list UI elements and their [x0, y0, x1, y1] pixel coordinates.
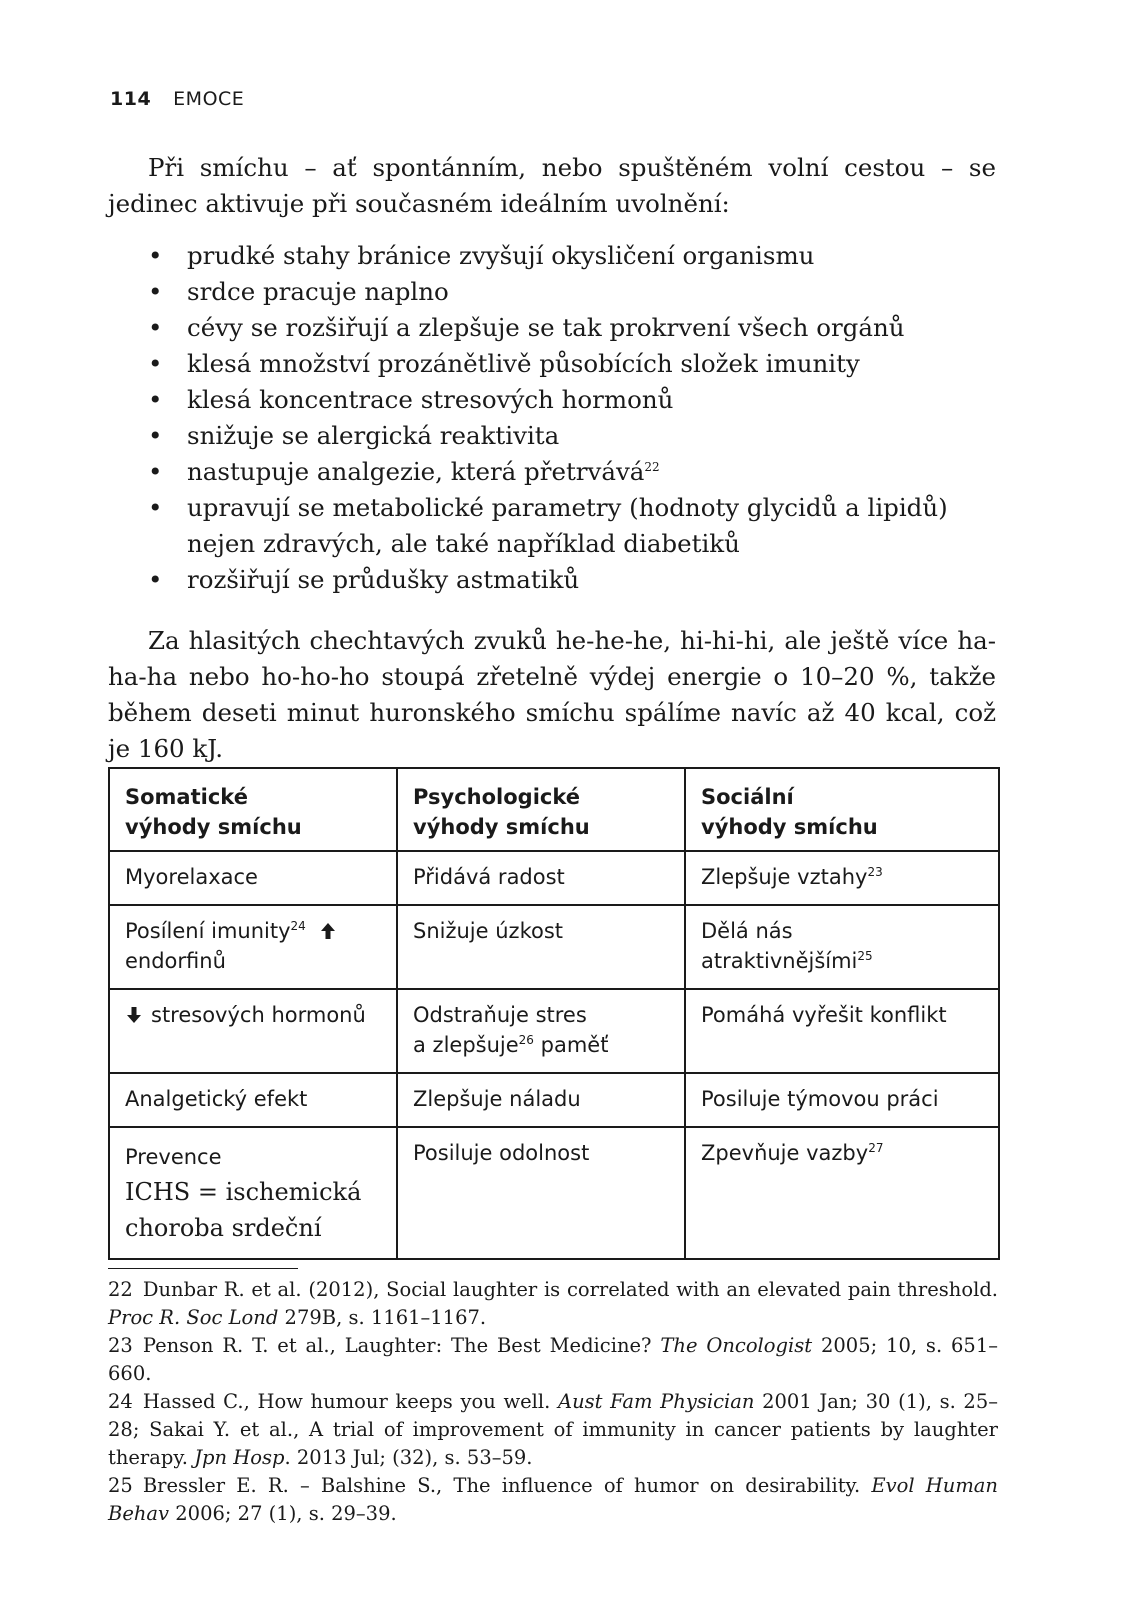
- footnote-ref[interactable]: 27: [868, 1141, 884, 1155]
- bullet-icon: •: [148, 277, 163, 306]
- effects-list: [108, 238, 996, 598]
- section-title: EMOCE: [173, 88, 245, 110]
- table-cell: Myorelaxace: [109, 851, 397, 905]
- bullet-icon: •: [148, 313, 163, 342]
- table-cell: Prevence ICHS = ischemická choroba srdeční: [109, 1127, 397, 1259]
- bullet-icon: •: [148, 457, 163, 486]
- table-cell: Zlepšuje vztahy$^{23}$: [685, 851, 999, 905]
- table-header-row: [109, 768, 999, 851]
- list-item: • nastupuje analgezie, která přetrvává$^{22}$: [108, 454, 996, 490]
- list-item: • klesá množství prozánětlivě působících složek imunity: [108, 346, 996, 382]
- table-cell: Snižuje úzkost: [397, 905, 685, 989]
- footnote-22: 22 Dunbar R. et al. (2012), Social laughter is correlated with an elevated pain threshold. Proc R. Soc Lond 279B, s. 1161–1167.: [108, 1278, 998, 1329]
- list-item: • srdce pracuje naplno: [108, 274, 996, 310]
- running-head: [110, 88, 244, 110]
- bullet-icon: •: [148, 349, 163, 378]
- table-row: [109, 989, 999, 1073]
- footnote-divider: [108, 1268, 298, 1269]
- footnote-ref[interactable]: 25: [857, 949, 873, 963]
- table-cell: Posílení imunity$^{24}$ endorfinů: [109, 905, 397, 989]
- list-item: • rozšiřují se průdušky astmatiků: [108, 562, 996, 598]
- footnote-24: 24 Hassed C., How humour keeps you well. Aust Fam Physician 2001 Jan; 30 (1), s. 25–28; Sakai Y. et al., A trial of improvement of immunity in cancer patients by laughter therapy. Jpn Hosp. 2013 Jul; (32), s. 53–59.: [108, 1390, 998, 1469]
- table-cell: Analgetický efekt: [109, 1073, 397, 1127]
- table-cell: Zlepšuje náladu: [397, 1073, 685, 1127]
- footnote-ref[interactable]: 26: [518, 1033, 534, 1047]
- bullet-icon: •: [148, 385, 163, 414]
- header-social: Sociální výhody smíchu: [685, 768, 999, 851]
- table-cell: Dělá nás atraktivnějšími$^{25}$: [685, 905, 999, 989]
- list-item: • klesá koncentrace stresových hormonů: [108, 382, 996, 418]
- table-cell: stresových hormonů: [109, 989, 397, 1073]
- table-cell: Zpevňuje vazby$^{27}$: [685, 1127, 999, 1259]
- header-somatic: Somatické výhody smíchu: [109, 768, 397, 851]
- bullet-icon: •: [148, 493, 163, 522]
- arrow-down-icon: [125, 1006, 143, 1024]
- list-item: • prudké stahy bránice zvyšují okysličení organismu: [108, 238, 996, 274]
- page-number: 114: [110, 88, 152, 110]
- header-psychological: Psychologické výhody smíchu: [397, 768, 685, 851]
- table-cell: Posiluje týmovou práci: [685, 1073, 999, 1127]
- bullet-icon: •: [148, 565, 163, 594]
- list-item: • cévy se rozšiřují a zlepšuje se tak prokrvení všech orgánů: [108, 310, 996, 346]
- bullet-icon: •: [148, 241, 163, 270]
- table-row: [109, 1073, 999, 1127]
- footnote-ref[interactable]: 22: [644, 459, 660, 474]
- table-row: [109, 905, 999, 989]
- footnote-25: 25 Bressler E. R. – Balshine S., The influence of humor on desirability. Evol Human Behav 2006; 27 (1), s. 29–39.: [108, 1474, 998, 1525]
- list-item: • snižuje se alergická reaktivita: [108, 418, 996, 454]
- table-row: [109, 1127, 999, 1259]
- table-row: [109, 851, 999, 905]
- energy-paragraph: Za hlasitých chechtavých zvuků he-he-he, hi-hi-hi, ale ještě více ha-ha-ha nebo ho-ho-ho stoupá zřetelně výdej energie o 10–20 %, takže během deseti minut huronského smíchu spálíme navíc až 40 kcal, což je 160 kJ.: [108, 626, 996, 763]
- arrow-up-icon: [319, 922, 337, 940]
- intro-paragraph: Při smíchu – ať spontánním, nebo spuštěném volní cestou – se jedinec aktivuje při současném ideálním uvolnění:: [108, 153, 996, 218]
- bullet-icon: •: [148, 421, 163, 450]
- footnote-ref[interactable]: 23: [867, 865, 883, 879]
- list-item: • upravují se metabolické parametry (hodnoty glycidů a lipidů) nejen zdravých, ale také například diabetiků: [108, 490, 996, 562]
- table-cell: Odstraňuje stres a zlepšuje$^{26}$ paměť: [397, 989, 685, 1073]
- footnote-23: 23 Penson R. T. et al., Laughter: The Best Medicine? The Oncologist 2005; 10, s. 651–660.: [108, 1334, 998, 1385]
- footnotes: [108, 1276, 998, 1528]
- table-cell: Přidává radost: [397, 851, 685, 905]
- table-cell: Posiluje odolnost: [397, 1127, 685, 1259]
- footnote-ref[interactable]: 24: [290, 919, 306, 933]
- benefits-table: [108, 767, 1000, 1260]
- table-cell: Pomáhá vyřešit konflikt: [685, 989, 999, 1073]
